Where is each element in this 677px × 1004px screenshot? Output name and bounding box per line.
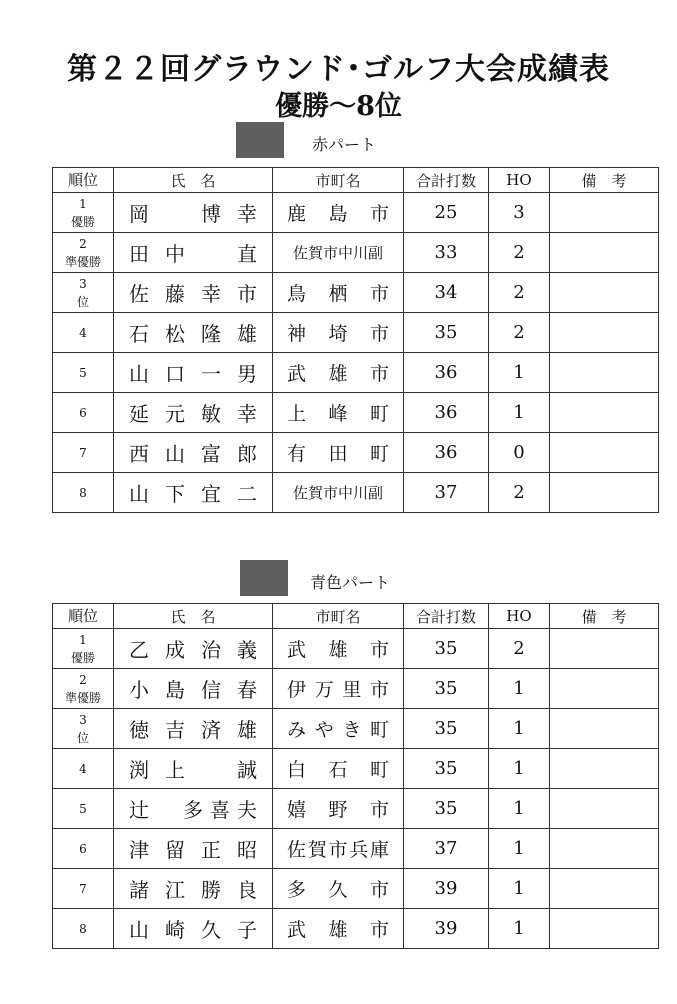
score-cell: 25 [404, 193, 489, 233]
player-name: 岡 博幸 [129, 202, 257, 226]
ho-cell: 1 [489, 789, 550, 829]
rank-cell [53, 433, 114, 473]
town-name: 佐賀市中川副 [292, 244, 383, 262]
note-cell [550, 829, 659, 869]
rank-number: 4 [79, 325, 87, 340]
note-cell [550, 709, 659, 749]
town-name: 上峰町 [287, 403, 389, 425]
score-cell: 35 [404, 313, 489, 353]
table-header-row [53, 168, 659, 193]
rank-award: 位 [76, 294, 89, 309]
header-town: 市町名 [273, 604, 404, 629]
town-cell [273, 393, 404, 433]
ho-cell: 2 [489, 629, 550, 669]
header-note: 備 考 [550, 604, 659, 629]
rank-number: 2 [79, 236, 87, 251]
player-name: 小島信春 [129, 678, 257, 702]
ho-cell: 1 [489, 749, 550, 789]
ho-cell: 1 [489, 393, 550, 433]
blue-part-body [53, 629, 659, 949]
town-cell [273, 313, 404, 353]
rank-cell [53, 193, 114, 233]
table-row [53, 869, 659, 909]
rank-number: 3 [79, 712, 87, 727]
town-name: 神埼市 [287, 323, 389, 345]
note-cell [550, 233, 659, 273]
rank-number: 7 [79, 881, 87, 896]
rank-cell [53, 233, 114, 273]
page-subtitle: 優勝～8位 [275, 91, 402, 122]
town-cell [273, 193, 404, 233]
ho-cell: 1 [489, 669, 550, 709]
rank-award: 優勝 [70, 214, 95, 229]
note-cell [550, 273, 659, 313]
player-name: 延元敏幸 [129, 402, 257, 426]
table-row [53, 789, 659, 829]
red-part-label: 赤パート [312, 135, 377, 154]
ho-cell: 1 [489, 709, 550, 749]
rank-cell [53, 709, 114, 749]
town-cell [273, 273, 404, 313]
score-cell: 39 [404, 909, 489, 949]
player-name: 徳吉済雄 [129, 718, 257, 742]
town-name: 武雄市 [287, 639, 389, 661]
name-cell [114, 353, 273, 393]
score-cell: 36 [404, 353, 489, 393]
blue-part-label: 青色パート [310, 573, 391, 592]
score-cell: 35 [404, 669, 489, 709]
ho-cell: 0 [489, 433, 550, 473]
player-name: 乙成治義 [129, 638, 257, 662]
table-row [53, 313, 659, 353]
note-cell [550, 749, 659, 789]
town-name: 鹿島市 [287, 203, 389, 225]
note-cell [550, 789, 659, 829]
player-name: 津留正昭 [129, 838, 257, 862]
header-town: 市町名 [273, 168, 404, 193]
name-cell [114, 629, 273, 669]
red-part-swatch [236, 122, 284, 158]
rank-award: 優勝 [70, 650, 95, 665]
player-name: 山口一男 [129, 362, 257, 386]
name-cell [114, 473, 273, 513]
header-score: 合計打数 [404, 604, 489, 629]
rank-number: 1 [79, 196, 87, 211]
name-cell [114, 393, 273, 433]
rank-cell [53, 829, 114, 869]
name-cell [114, 909, 273, 949]
rank-award: 準優勝 [64, 254, 101, 269]
blue-part-swatch [240, 560, 288, 596]
name-cell [114, 869, 273, 909]
rank-number: 3 [79, 276, 87, 291]
note-cell [550, 473, 659, 513]
town-cell [273, 669, 404, 709]
town-cell [273, 749, 404, 789]
note-cell [550, 629, 659, 669]
table-row [53, 909, 659, 949]
red-part-body [53, 193, 659, 513]
town-name: 伊万里市 [287, 679, 389, 701]
town-name: みやき町 [287, 719, 389, 741]
name-cell [114, 233, 273, 273]
rank-cell [53, 473, 114, 513]
rank-cell [53, 353, 114, 393]
player-name: 山下宜二 [129, 482, 257, 506]
town-cell [273, 433, 404, 473]
header-name: 氏 名 [114, 168, 273, 193]
note-cell [550, 433, 659, 473]
blue-part-table [52, 603, 659, 949]
town-cell [273, 789, 404, 829]
header-ho: HO [489, 168, 550, 193]
ho-cell: 3 [489, 193, 550, 233]
table-row [53, 829, 659, 869]
town-cell [273, 869, 404, 909]
rank-number: 8 [79, 921, 87, 936]
table-row [53, 669, 659, 709]
rank-cell [53, 669, 114, 709]
player-name: 佐藤幸市 [129, 282, 257, 306]
rank-cell [53, 869, 114, 909]
score-cell: 37 [404, 829, 489, 869]
town-cell [273, 629, 404, 669]
rank-award: 位 [76, 730, 89, 745]
note-cell [550, 393, 659, 433]
town-name: 武雄市 [287, 363, 389, 385]
name-cell [114, 313, 273, 353]
town-cell [273, 473, 404, 513]
player-name: 辻 多喜夫 [129, 798, 257, 822]
ho-cell: 2 [489, 473, 550, 513]
rank-number: 4 [79, 761, 87, 776]
table-row [53, 433, 659, 473]
score-cell: 33 [404, 233, 489, 273]
table-row [53, 629, 659, 669]
ho-cell: 1 [489, 353, 550, 393]
note-cell [550, 669, 659, 709]
name-cell [114, 669, 273, 709]
rank-cell [53, 629, 114, 669]
ho-cell: 1 [489, 909, 550, 949]
score-cell: 35 [404, 629, 489, 669]
town-cell [273, 353, 404, 393]
note-cell [550, 193, 659, 233]
table-row [53, 233, 659, 273]
table-row [53, 709, 659, 749]
rank-number: 6 [79, 841, 87, 856]
ho-cell: 2 [489, 233, 550, 273]
note-cell [550, 869, 659, 909]
score-cell: 36 [404, 393, 489, 433]
header-score: 合計打数 [404, 168, 489, 193]
player-name: 西山富郎 [129, 442, 257, 466]
rank-award: 準優勝 [64, 690, 101, 705]
town-cell [273, 709, 404, 749]
rank-cell [53, 909, 114, 949]
score-cell: 35 [404, 709, 489, 749]
name-cell [114, 433, 273, 473]
rank-number: 2 [79, 672, 87, 687]
note-cell [550, 313, 659, 353]
player-name: 渕上 誠 [129, 758, 257, 782]
town-name: 多久市 [287, 879, 389, 901]
note-cell [550, 909, 659, 949]
name-cell [114, 709, 273, 749]
rank-cell [53, 393, 114, 433]
town-cell [273, 233, 404, 273]
header-name: 氏 名 [114, 604, 273, 629]
header-note: 備 考 [550, 168, 659, 193]
score-cell: 34 [404, 273, 489, 313]
rank-number: 5 [79, 801, 87, 816]
score-cell: 37 [404, 473, 489, 513]
town-cell [273, 829, 404, 869]
table-row [53, 353, 659, 393]
header-rank: 順位 [53, 604, 114, 629]
name-cell [114, 193, 273, 233]
rank-number: 1 [79, 632, 87, 647]
note-cell [550, 353, 659, 393]
table-row [53, 473, 659, 513]
ho-cell: 1 [489, 829, 550, 869]
score-cell: 35 [404, 789, 489, 829]
score-cell: 35 [404, 749, 489, 789]
name-cell [114, 749, 273, 789]
table-row [53, 393, 659, 433]
header-ho: HO [489, 604, 550, 629]
table-header-row [53, 604, 659, 629]
table-row [53, 749, 659, 789]
player-name: 諸江勝良 [129, 878, 257, 902]
rank-cell [53, 749, 114, 789]
rank-number: 6 [79, 405, 87, 420]
table-row [53, 193, 659, 233]
rank-cell [53, 273, 114, 313]
score-cell: 39 [404, 869, 489, 909]
town-name: 嬉野市 [287, 799, 389, 821]
town-name: 有田町 [287, 443, 389, 465]
name-cell [114, 829, 273, 869]
page-title: 第２２回グラウンド･ゴルフ大会成績表 [67, 52, 610, 87]
player-name: 山崎久子 [129, 918, 257, 942]
town-name: 佐賀市兵庫 [287, 839, 389, 861]
ho-cell: 2 [489, 273, 550, 313]
town-cell [273, 909, 404, 949]
town-name: 佐賀市中川副 [292, 484, 383, 502]
town-name: 白石町 [287, 759, 389, 781]
rank-cell [53, 313, 114, 353]
rank-number: 5 [79, 365, 87, 380]
town-name: 武雄市 [287, 919, 389, 941]
name-cell [114, 789, 273, 829]
player-name: 田中 直 [129, 242, 257, 266]
rank-number: 7 [79, 445, 87, 460]
town-name: 鳥栖市 [287, 283, 389, 305]
header-rank: 順位 [53, 168, 114, 193]
ho-cell: 1 [489, 869, 550, 909]
table-row [53, 273, 659, 313]
player-name: 石松隆雄 [129, 322, 257, 346]
rank-cell [53, 789, 114, 829]
red-part-table [52, 167, 659, 513]
ho-cell: 2 [489, 313, 550, 353]
rank-number: 8 [79, 485, 87, 500]
score-cell: 36 [404, 433, 489, 473]
name-cell [114, 273, 273, 313]
